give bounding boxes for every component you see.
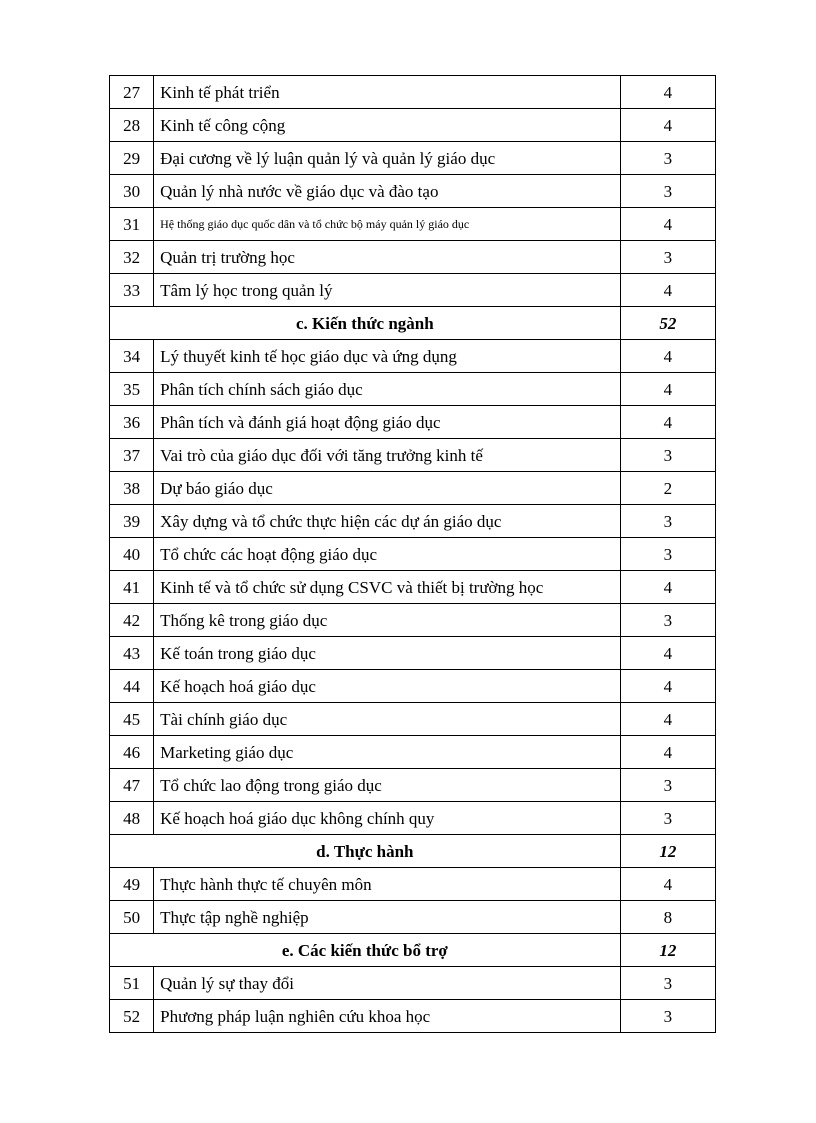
course-row (110, 736, 716, 769)
course-credits: 4 (620, 208, 715, 241)
course-credits: 4 (620, 703, 715, 736)
course-credits: 4 (620, 274, 715, 307)
course-name: Kế hoạch hoá giáo dục không chính quy (154, 802, 621, 835)
course-credits: 3 (620, 604, 715, 637)
course-name: Thực hành thực tế chuyên môn (154, 868, 621, 901)
course-number: 49 (110, 868, 154, 901)
course-row (110, 604, 716, 637)
course-credits: 2 (620, 472, 715, 505)
course-name: Phân tích và đánh giá hoạt động giáo dục (154, 406, 621, 439)
section-header-row (110, 934, 716, 967)
course-number: 29 (110, 142, 154, 175)
course-credits: 4 (620, 637, 715, 670)
course-row (110, 901, 716, 934)
course-row (110, 439, 716, 472)
course-row (110, 241, 716, 274)
course-name: Quản trị trường học (154, 241, 621, 274)
section-total-credits: 52 (620, 307, 715, 340)
course-name: Kinh tế công cộng (154, 109, 621, 142)
course-row (110, 406, 716, 439)
curriculum-table-body (110, 76, 716, 1033)
course-number: 34 (110, 340, 154, 373)
section-total-credits: 12 (620, 835, 715, 868)
course-row (110, 505, 716, 538)
course-credits: 4 (620, 373, 715, 406)
course-number: 46 (110, 736, 154, 769)
course-number: 33 (110, 274, 154, 307)
course-number: 42 (110, 604, 154, 637)
course-number: 43 (110, 637, 154, 670)
course-name: Phân tích chính sách giáo dục (154, 373, 621, 406)
course-number: 40 (110, 538, 154, 571)
course-name: Tổ chức lao động trong giáo dục (154, 769, 621, 802)
course-number: 30 (110, 175, 154, 208)
course-number: 31 (110, 208, 154, 241)
course-credits: 3 (620, 538, 715, 571)
course-row (110, 340, 716, 373)
course-name: Tổ chức các hoạt động giáo dục (154, 538, 621, 571)
course-row (110, 76, 716, 109)
course-name: Kinh tế và tổ chức sử dụng CSVC và thiết bị trường học (154, 571, 621, 604)
course-name: Marketing giáo dục (154, 736, 621, 769)
course-credits: 4 (620, 109, 715, 142)
course-number: 48 (110, 802, 154, 835)
course-row (110, 571, 716, 604)
course-name: Kinh tế phát triển (154, 76, 621, 109)
course-credits: 3 (620, 505, 715, 538)
course-row (110, 868, 716, 901)
course-credits: 3 (620, 967, 715, 1000)
section-title: d. Thực hành (110, 835, 621, 868)
section-title: e. Các kiến thức bổ trợ (110, 934, 621, 967)
course-credits: 3 (620, 175, 715, 208)
course-name: Phương pháp luận nghiên cứu khoa học (154, 1000, 621, 1033)
course-name: Xây dựng và tổ chức thực hiện các dự án giáo dục (154, 505, 621, 538)
course-credits: 4 (620, 76, 715, 109)
course-number: 27 (110, 76, 154, 109)
course-credits: 8 (620, 901, 715, 934)
course-row (110, 670, 716, 703)
course-number: 39 (110, 505, 154, 538)
section-total-credits: 12 (620, 934, 715, 967)
course-row (110, 703, 716, 736)
course-name: Thực tập nghề nghiệp (154, 901, 621, 934)
course-credits: 4 (620, 406, 715, 439)
course-name: Thống kê trong giáo dục (154, 604, 621, 637)
course-row (110, 967, 716, 1000)
course-row (110, 472, 716, 505)
course-row (110, 637, 716, 670)
course-name: Dự báo giáo dục (154, 472, 621, 505)
course-credits: 3 (620, 142, 715, 175)
course-number: 51 (110, 967, 154, 1000)
course-number: 32 (110, 241, 154, 274)
course-name: Hệ thống giáo dục quốc dân và tổ chức bộ máy quản lý giáo dục (154, 208, 621, 241)
course-name: Quản lý nhà nước về giáo dục và đào tạo (154, 175, 621, 208)
course-credits: 3 (620, 1000, 715, 1033)
section-title: c. Kiến thức ngành (110, 307, 621, 340)
course-name: Đại cương về lý luận quản lý và quản lý giáo dục (154, 142, 621, 175)
course-name: Vai trò của giáo dục đối với tăng trưởng kinh tế (154, 439, 621, 472)
course-credits: 4 (620, 868, 715, 901)
course-number: 37 (110, 439, 154, 472)
course-credits: 4 (620, 571, 715, 604)
course-credits: 3 (620, 439, 715, 472)
course-number: 41 (110, 571, 154, 604)
course-number: 45 (110, 703, 154, 736)
course-number: 44 (110, 670, 154, 703)
course-row (110, 373, 716, 406)
course-number: 28 (110, 109, 154, 142)
course-name: Kế hoạch hoá giáo dục (154, 670, 621, 703)
section-header-row (110, 835, 716, 868)
course-credits: 3 (620, 241, 715, 274)
course-name: Kế toán trong giáo dục (154, 637, 621, 670)
course-row (110, 175, 716, 208)
course-name: Lý thuyết kinh tế học giáo dục và ứng dụng (154, 340, 621, 373)
course-row (110, 274, 716, 307)
course-row (110, 802, 716, 835)
course-number: 50 (110, 901, 154, 934)
course-number: 47 (110, 769, 154, 802)
course-row (110, 109, 716, 142)
course-name: Tài chính giáo dục (154, 703, 621, 736)
course-number: 38 (110, 472, 154, 505)
course-number: 52 (110, 1000, 154, 1033)
course-row (110, 538, 716, 571)
course-credits: 3 (620, 769, 715, 802)
course-credits: 4 (620, 736, 715, 769)
course-name: Quản lý sự thay đổi (154, 967, 621, 1000)
course-row (110, 142, 716, 175)
course-row (110, 208, 716, 241)
curriculum-table (109, 75, 716, 1033)
course-credits: 3 (620, 802, 715, 835)
course-credits: 4 (620, 670, 715, 703)
course-row (110, 1000, 716, 1033)
course-number: 35 (110, 373, 154, 406)
course-credits: 4 (620, 340, 715, 373)
course-number: 36 (110, 406, 154, 439)
course-name: Tâm lý học trong quản lý (154, 274, 621, 307)
course-row (110, 769, 716, 802)
section-header-row (110, 307, 716, 340)
